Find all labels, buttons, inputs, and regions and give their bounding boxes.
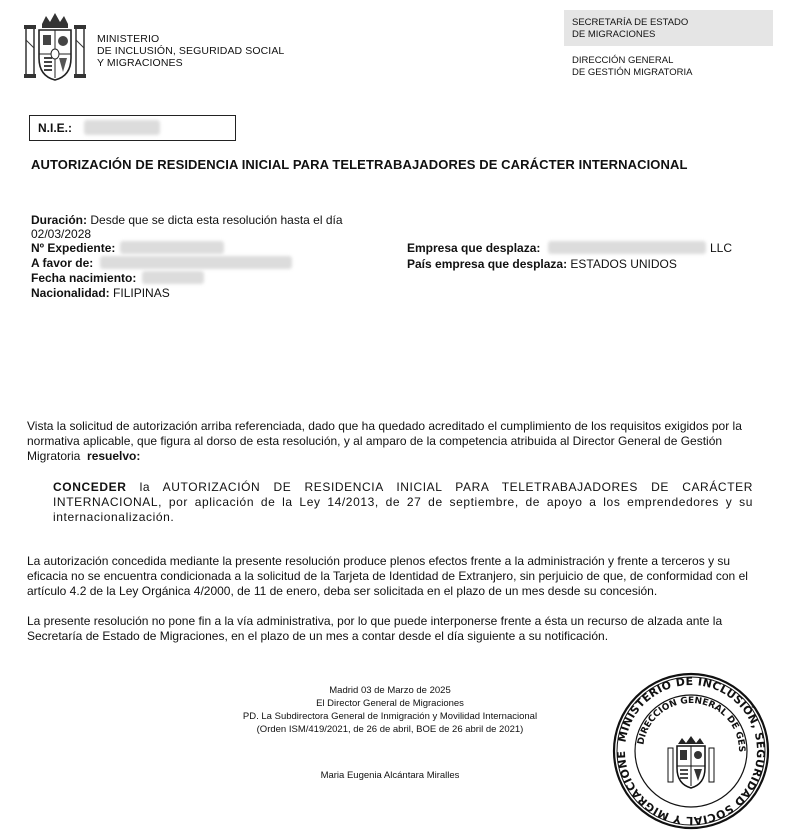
direccion-label	[572, 55, 693, 79]
resuelvo-text: resuelvo:	[87, 449, 141, 463]
nie-label: N.I.E.:	[38, 121, 73, 135]
recurso-paragraph: La presente resolución no pone fin a la vía administrativa, por lo que puede interponerse frente a ésta un recurso de alzada ante la Secretaría de Estado de Migraciones, en el plazo de un mes a contar desde el día siguiente a su notificación.	[27, 614, 723, 643]
empresa-row	[407, 242, 540, 255]
expediente-label: Nº Expediente:	[31, 241, 116, 255]
signature-pd: PD. La Subdirectora General de Inmigración y Movilidad Internacional	[242, 711, 538, 722]
ministry-line-3: Y MIGRACIONES	[97, 57, 183, 69]
expediente-redacted	[120, 241, 224, 254]
pais-row	[407, 258, 677, 271]
concede-text: la AUTORIZACIÓN DE RESIDENCIA INICIAL PARA TELETRABAJADORES DE CARÁCTER INTERNACIONAL, por aplicación de la Ley 14/2013, de 27 de septiembre, de apoyo a los emprendedores y su internacionalización.	[53, 480, 753, 524]
favor-redacted	[100, 256, 292, 269]
signature-date: Madrid 03 de Marzo de 2025	[329, 685, 451, 696]
expediente-row	[31, 242, 115, 255]
nie-redacted	[84, 120, 160, 135]
duracion-value: Desde que se dicta esta resolución hasta el día	[90, 213, 343, 227]
favor-label: A favor de:	[31, 256, 94, 270]
pais-value: ESTADOS UNIDOS	[570, 257, 677, 271]
concede-word: CONCEDER	[53, 480, 127, 494]
nacimiento-row	[31, 272, 136, 285]
secretaria-line-1: SECRETARÍA DE ESTADO	[572, 17, 689, 28]
ministry-line-2: DE INCLUSIÓN, SEGURIDAD SOCIAL	[97, 45, 285, 57]
direccion-line-2: DE GESTIÓN MIGRATORIA	[572, 67, 693, 78]
empresa-redacted	[548, 241, 706, 254]
spain-coat-of-arms-icon	[22, 10, 88, 84]
secretaria-line-2: DE MIGRACIONES	[572, 29, 656, 40]
ministry-line-1: MINISTERIO	[97, 33, 160, 45]
duracion-label: Duración:	[31, 213, 88, 227]
nacionalidad-label: Nacionalidad:	[31, 286, 110, 300]
secretaria-label	[572, 17, 688, 41]
direccion-line-1: DIRECCIÓN GENERAL	[572, 55, 674, 66]
document-title: AUTORIZACIÓN DE RESIDENCIA INICIAL PARA TELETRABAJADORES DE CARÁCTER INTERNACIONAL	[31, 157, 688, 172]
seal-coat-icon	[668, 736, 714, 788]
signature-orden: (Orden ISM/419/2021, de 26 de abril, BOE de 26 abril de 2021)	[256, 724, 524, 735]
vista-paragraph	[27, 419, 769, 464]
nacimiento-label: Fecha nacimiento:	[31, 271, 137, 285]
empresa-suffix: LLC	[710, 241, 733, 255]
concede-paragraph	[53, 480, 753, 525]
duracion-date: 02/03/2028	[31, 227, 92, 241]
nacionalidad-value: FILIPINAS	[113, 286, 170, 300]
signature-name: Maria Eugenia Alcántara Miralles	[320, 770, 460, 781]
signature-role: El Director General de Migraciones	[316, 698, 464, 709]
nacionalidad-row	[31, 287, 170, 300]
empresa-label: Empresa que desplaza:	[407, 241, 541, 255]
nacimiento-redacted	[142, 271, 204, 284]
favor-row	[31, 257, 93, 270]
duracion-row	[31, 214, 343, 227]
official-stamp-icon	[612, 672, 770, 830]
ministry-name	[97, 33, 284, 69]
seal-inner-text: DIRECCIÓN GENERAL DE GES	[636, 695, 747, 753]
efectos-paragraph: La autorización concedida mediante la presente resolución produce plenos efectos frente a la administración y frente a terceros y su eficacia no se encuentra condicionada a la solicitud de la Tarjeta de Identidad de Extranjero, sin perjuicio de que, de conformidad con el artículo 4.2 de la Ley Orgánica 4/2000, de 11 de enero, deba ser solicitada en el plazo de un mes desde su concesión.	[27, 554, 748, 598]
seal-outer-text: MINISTERIO DE INCLUSIÓN, SEGURIDAD SOCIAL Y MIGRACIONE	[614, 674, 768, 828]
vista-text: Vista la solicitud de autorización arriba referenciada, dado que ha quedado acreditado el cumplimiento de los requisitos exigidos por la normativa aplicable, que figura al dorso de esta resolución, y al amparo de la competencia atribuida al Director General de Gestión Migratoria	[27, 419, 742, 463]
pais-label: País empresa que desplaza:	[407, 257, 568, 271]
